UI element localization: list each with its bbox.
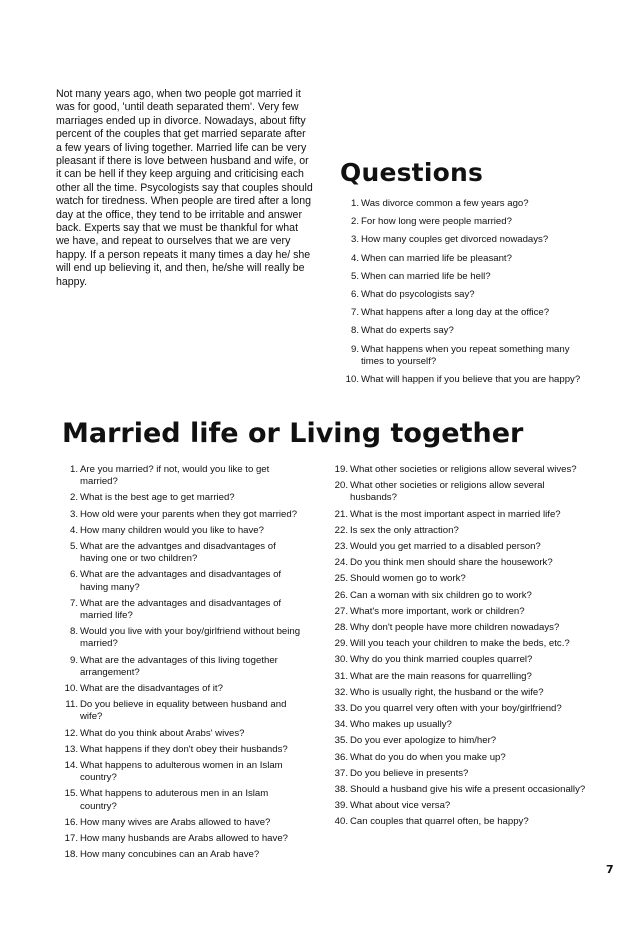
- question-item: [340, 253, 590, 265]
- question-item: [326, 687, 588, 699]
- question-text: What is the best age to get married?: [80, 492, 235, 504]
- question-number: 18.: [64, 849, 78, 861]
- question-item: [340, 344, 590, 368]
- question-text: Who is usually right, the husband or the wife?: [350, 686, 544, 698]
- question-number: 26.: [334, 589, 348, 601]
- question-text: Should a husband give his wife a present occasionally?: [350, 784, 586, 796]
- question-item: [326, 606, 588, 618]
- question-text: Do you think men should share the housework?: [350, 557, 553, 569]
- question-number: 6.: [69, 569, 78, 581]
- discussion-questions-right: [326, 464, 588, 833]
- question-text: How many concubines can an Arab have?: [80, 849, 260, 861]
- reading-passage: Not many years ago, when two people got married it was for good, 'until death separated them'. Very few marriages ended up in divorce. Nowadays, about fifty percent of the couples that get married separate after a few years of living together. Married life can be very pleasant if there is love between husband and wife, or it can be hell if they keep arguing and criticising each other all the time. Psycologists say that couples should watch for tiredness. When people are tired after a long day at the office, they tend to be irritable and answer back. Experts say that we must be thankful for what we have, and repeat to ourselves that we are very happy. If a person repeats it many times a day he/ she will end up believing it, and then, he/she will really be happy.: [56, 88, 313, 288]
- question-number: 31.: [334, 670, 348, 682]
- question-text: How many wives are Arabs allowed to have?: [80, 816, 271, 828]
- question-item: [57, 788, 301, 812]
- question-number: 19.: [334, 464, 348, 475]
- question-item: [340, 374, 590, 386]
- question-number: 17.: [64, 833, 78, 845]
- question-text: What are the main reasons for quarrelling?: [350, 670, 532, 682]
- question-number: 16.: [64, 816, 78, 828]
- question-item: [326, 480, 588, 504]
- question-number: 39.: [334, 800, 348, 812]
- question-text: What will happen if you believe that you are happy?: [361, 374, 581, 386]
- question-item: [340, 325, 590, 337]
- question-item: [326, 735, 588, 747]
- question-item: [326, 622, 588, 634]
- question-number: 23.: [334, 541, 348, 553]
- question-item: [57, 849, 301, 861]
- question-text: Do you believe in presents?: [350, 767, 469, 779]
- question-number: 27.: [334, 605, 348, 617]
- question-number: 2.: [350, 216, 359, 228]
- question-number: 21.: [334, 508, 348, 520]
- question-text: Do you believe in equality between husband and wife?: [80, 699, 287, 723]
- question-item: [326, 464, 588, 476]
- question-number: 36.: [334, 751, 348, 763]
- question-text: What happens if they don't obey their husbands?: [80, 743, 288, 755]
- question-item: [340, 307, 590, 319]
- question-item: [326, 800, 588, 812]
- question-number: 1.: [69, 464, 78, 475]
- question-item: [340, 198, 590, 210]
- question-item: [326, 671, 588, 683]
- question-item: [340, 234, 590, 246]
- question-item: [57, 626, 301, 650]
- question-text: Can couples that quarrel often, be happy?: [350, 816, 529, 828]
- question-number: 3.: [69, 508, 78, 520]
- question-number: 5.: [69, 541, 78, 553]
- question-item: [326, 703, 588, 715]
- question-text: What's more important, work or children?: [350, 605, 525, 617]
- question-number: 22.: [334, 524, 348, 536]
- question-number: 24.: [334, 557, 348, 569]
- question-number: 7.: [350, 307, 359, 319]
- question-text: What are the advantages and disadvantages of married life?: [80, 597, 282, 622]
- question-text: What are the advantages and disadvantages of having many?: [80, 569, 282, 593]
- section-title: Married life or Living together: [62, 418, 524, 449]
- question-number: 13.: [64, 743, 78, 755]
- question-text: What happens to aduterous men in an Islam country?: [80, 788, 269, 812]
- question-number: 40.: [334, 816, 348, 828]
- question-item: [57, 760, 301, 784]
- question-text: What other societies or religions allow several husbands?: [350, 480, 545, 504]
- question-item: [326, 719, 588, 731]
- question-number: 38.: [334, 784, 348, 796]
- question-text: Do you ever apologize to him/her?: [350, 735, 497, 747]
- question-text: What are the advantages of this living together arrangement?: [80, 654, 278, 678]
- question-number: 3.: [350, 234, 359, 246]
- question-number: 10.: [345, 374, 359, 386]
- question-text: Would you live with your boy/girlfriend without being married?: [80, 626, 301, 650]
- question-item: [57, 744, 301, 756]
- question-number: 9.: [350, 343, 359, 355]
- question-text: What are the advantges and disadvantages of having one or two children?: [80, 541, 276, 565]
- question-item: [326, 590, 588, 602]
- question-text: What happens when you repeat something many times to yourself?: [361, 343, 570, 367]
- question-item: [57, 541, 301, 565]
- question-number: 34.: [334, 719, 348, 731]
- question-item: [326, 557, 588, 569]
- question-number: 20.: [334, 480, 348, 492]
- comprehension-questions: [340, 198, 590, 392]
- question-number: 9.: [69, 654, 78, 666]
- question-item: [326, 784, 588, 796]
- question-number: 2.: [69, 492, 78, 504]
- question-text: When can married life be hell?: [361, 270, 491, 282]
- question-item: [57, 492, 301, 504]
- questions-heading: Questions: [340, 158, 484, 187]
- question-number: 25.: [334, 573, 348, 585]
- question-text: What is the most important aspect in married life?: [350, 508, 561, 520]
- question-item: [57, 464, 301, 488]
- question-text: How many children would you like to have?: [80, 524, 264, 536]
- question-item: [326, 768, 588, 780]
- question-item: [326, 525, 588, 537]
- question-text: Will you teach your children to make the beds, etc.?: [350, 638, 570, 650]
- question-number: 7.: [69, 597, 78, 609]
- question-number: 28.: [334, 622, 348, 634]
- question-text: For how long were people married?: [361, 216, 512, 228]
- question-number: 11.: [65, 699, 78, 711]
- question-text: Are you married? if not, would you like to get married?: [80, 464, 270, 488]
- question-item: [340, 289, 590, 301]
- question-text: What do you do when you make up?: [350, 751, 506, 763]
- question-number: 4.: [350, 252, 359, 264]
- question-item: [57, 598, 301, 622]
- question-number: 10.: [64, 683, 78, 695]
- discussion-questions-left: [57, 464, 301, 865]
- question-item: [57, 683, 301, 695]
- question-item: [326, 816, 588, 828]
- question-text: How many couples get divorced nowadays?: [361, 234, 549, 246]
- question-item: [326, 638, 588, 650]
- question-item: [326, 752, 588, 764]
- question-text: Was divorce common a few years ago?: [361, 198, 529, 209]
- question-item: [57, 699, 301, 723]
- question-number: 29.: [334, 638, 348, 650]
- question-item: [57, 569, 301, 593]
- question-number: 15.: [64, 788, 78, 800]
- question-text: What are the disadvantages of it?: [80, 683, 223, 695]
- question-text: Can a woman with six children go to work?: [350, 589, 532, 601]
- question-number: 8.: [350, 325, 359, 337]
- question-text: How many husbands are Arabs allowed to have?: [80, 833, 288, 845]
- question-number: 4.: [69, 524, 78, 536]
- question-text: Why don't people have more children nowadays?: [350, 622, 560, 634]
- question-text: When can married life be pleasant?: [361, 252, 512, 264]
- question-item: [326, 541, 588, 553]
- question-item: [57, 728, 301, 740]
- question-number: 30.: [334, 654, 348, 666]
- question-number: 33.: [334, 703, 348, 715]
- question-text: Do you quarrel very often with your boy/girlfriend?: [350, 703, 562, 715]
- question-item: [326, 573, 588, 585]
- question-item: [340, 216, 590, 228]
- question-number: 14.: [64, 760, 78, 772]
- question-number: 12.: [64, 727, 78, 739]
- question-text: What do psycologists say?: [361, 289, 475, 301]
- question-item: [340, 271, 590, 283]
- question-text: What do you think about Arabs' wives?: [80, 727, 245, 739]
- page-number: 7: [606, 863, 614, 876]
- question-item: [57, 509, 301, 521]
- question-number: 1.: [350, 198, 359, 209]
- question-item: [57, 655, 301, 679]
- question-text: What happens after a long day at the office?: [361, 307, 550, 319]
- question-text: Who makes up usually?: [350, 719, 452, 731]
- question-text: How old were your parents when they got married?: [80, 508, 298, 520]
- question-number: 32.: [334, 686, 348, 698]
- question-text: What about vice versa?: [350, 800, 451, 812]
- question-text: Would you get married to a disabled person?: [350, 541, 541, 553]
- question-text: What happens to adulterous women in an Islam country?: [80, 760, 283, 784]
- question-text: What do experts say?: [361, 325, 454, 337]
- question-number: 8.: [69, 626, 78, 638]
- question-item: [57, 833, 301, 845]
- question-text: What other societies or religions allow several wives?: [350, 464, 577, 475]
- question-number: 6.: [350, 289, 359, 301]
- question-item: [326, 509, 588, 521]
- question-item: [57, 525, 301, 537]
- question-number: 35.: [334, 735, 348, 747]
- question-text: Should women go to work?: [350, 573, 466, 585]
- question-item: [57, 817, 301, 829]
- question-number: 5.: [350, 270, 359, 282]
- question-text: Why do you think married couples quarrel?: [350, 654, 533, 666]
- question-text: Is sex the only attraction?: [350, 524, 459, 536]
- question-item: [326, 654, 588, 666]
- question-number: 37.: [334, 767, 348, 779]
